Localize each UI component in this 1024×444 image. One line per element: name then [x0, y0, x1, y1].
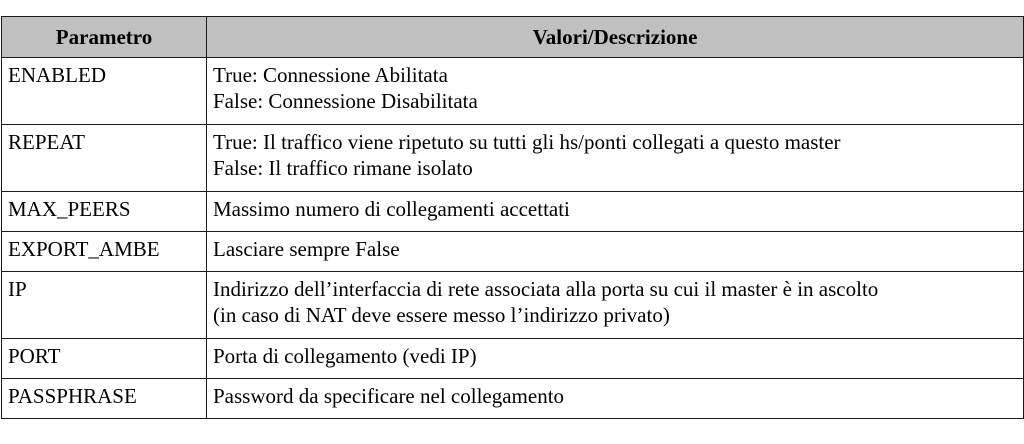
desc-line: Massimo numero di collegamenti accettati — [213, 197, 570, 221]
desc-cell — [207, 58, 1024, 125]
param-cell: ENABLED — [2, 58, 207, 125]
table-header-row — [2, 17, 1024, 58]
table-row — [2, 125, 1024, 192]
table-row — [2, 379, 1024, 419]
table-row — [2, 272, 1024, 339]
desc-line: (in caso di NAT deve essere messo l’indirizzo privato) — [213, 303, 670, 327]
desc-line: True: Connessione Abilitata — [213, 63, 448, 87]
desc-cell — [207, 339, 1024, 379]
table-row — [2, 192, 1024, 232]
param-cell: PORT — [2, 339, 207, 379]
table-row — [2, 232, 1024, 272]
desc-cell — [207, 125, 1024, 192]
parameter-table-container — [0, 16, 1024, 419]
param-cell: IP — [2, 272, 207, 339]
desc-cell — [207, 192, 1024, 232]
table-row — [2, 339, 1024, 379]
table-row — [2, 58, 1024, 125]
desc-line: Password da specificare nel collegamento — [213, 384, 565, 408]
param-cell: PASSPHRASE — [2, 379, 207, 419]
desc-line: True: Il traffico viene ripetuto su tutti gli hs/ponti collegati a questo master — [213, 130, 841, 154]
desc-line: Porta di collegamento (vedi IP) — [213, 344, 477, 368]
param-cell: REPEAT — [2, 125, 207, 192]
desc-line: Indirizzo dell’interfaccia di rete associata alla porta su cui il master è in ascolto — [213, 277, 879, 301]
param-cell: EXPORT_AMBE — [2, 232, 207, 272]
desc-cell — [207, 232, 1024, 272]
header-valori-descrizione: Valori/Descrizione — [207, 17, 1024, 58]
desc-line: False: Connessione Disabilitata — [213, 89, 478, 113]
desc-cell — [207, 272, 1024, 339]
parameter-table — [1, 16, 1024, 419]
desc-line: False: Il traffico rimane isolato — [213, 156, 473, 180]
header-parametro: Parametro — [2, 17, 207, 58]
desc-line: Lasciare sempre False — [213, 237, 400, 261]
desc-cell — [207, 379, 1024, 419]
param-cell: MAX_PEERS — [2, 192, 207, 232]
